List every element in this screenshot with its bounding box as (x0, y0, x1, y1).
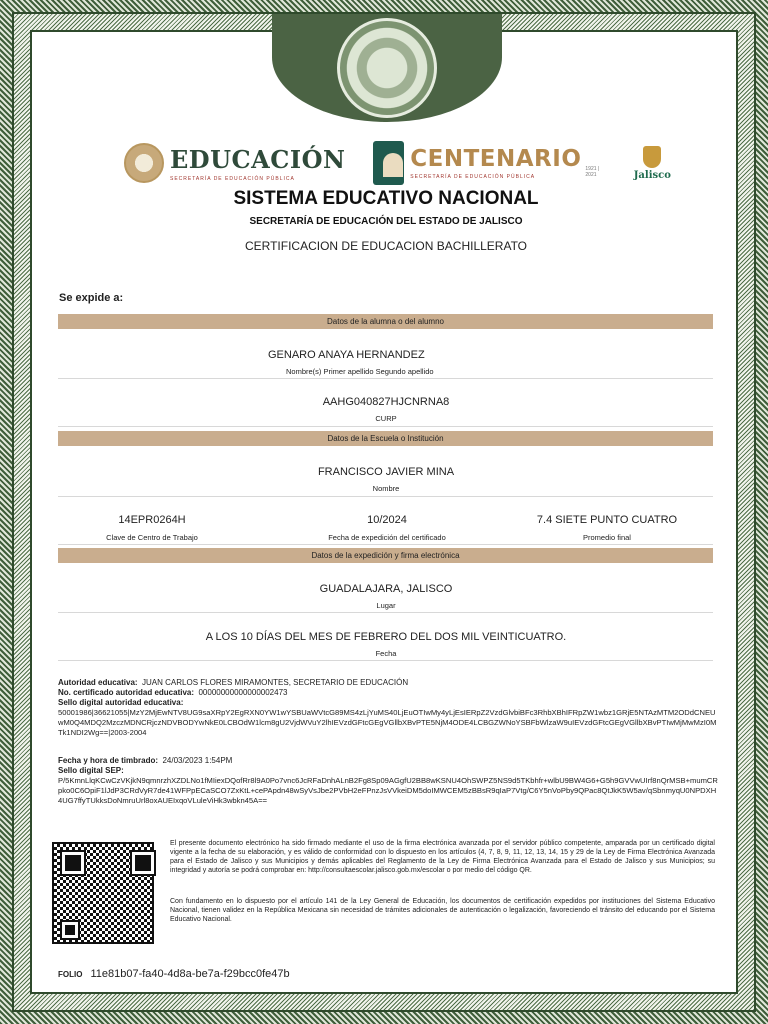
educacion-logo (124, 143, 345, 183)
folio-label: FOLIO (58, 970, 83, 979)
divider (58, 496, 713, 497)
authority-value: JUAN CARLOS FLORES MIRAMONTES, SECRETARIO DE EDUCACIÓN (142, 678, 409, 687)
sep-date-row (58, 756, 718, 766)
issue-date-suffix: DEL DOS MIL VEINTICUATRO. (407, 631, 567, 643)
issue-date-middle: DÍAS DEL MES DE (252, 631, 354, 643)
section-bar-escuela: Datos de la Escuela o Institución (58, 431, 713, 446)
issue-place: GUADALAJARA, JALISCO (319, 583, 453, 595)
authority-row (58, 678, 718, 688)
divider (58, 660, 713, 661)
document-title: SISTEMA EDUCATIVO NACIONAL (233, 188, 539, 209)
document-subtitle: SECRETARÍA DE EDUCACIÓN DEL ESTADO DE JALISCO (249, 216, 523, 227)
student-name-label: Nombre(s) Primer apellido Segundo apellido (286, 367, 434, 376)
certificate-date-label: Fecha de expedición del certificado (328, 533, 446, 542)
qr-code-icon[interactable] (52, 842, 154, 944)
document-type: CERTIFICACION DE EDUCACION BACHILLERATO (244, 239, 528, 253)
certificate-date: 10/2024 (367, 514, 407, 526)
sep-seal-value: P/5KmnLlqKCwCzVKjkN9qmnrzhXZDLNo1fMIiexDQofRr8l9A0Po7vnc6JcRFaDnhALnB2Fg8Sp09AGgfU2BB8wKSNU4OhSWPZ5NS9d5TKbhfr+wlbU9BW4G6+G5h9GVVwUIrf8nQrMSB+mumCRpko0C6OpiF1lJdP3CRdVyR7de41WFPpECaSCO7ZxKtL+cePApdn48wSyVsJbe2PVbH2eFPnzJsVVkeiDM5doIMWCEM5zBBsR9qIaP7Vtg/C6Y5nVoPby9QPac8QtJkK5W5av/qSbnmyqU0NPDXH4UG7ffyTUkksDoNmruUrl8oxAUEIxqoVLuleViHk3wbkn45A== (58, 776, 718, 805)
issue-date-month: FEBRERO (353, 631, 408, 643)
issue-date-day: 10 (240, 631, 253, 643)
school-clave-label: Clave de Centro de Trabajo (106, 533, 198, 542)
centenario-subtitle: SECRETARÍA DE EDUCACIÓN PÚBLICA (410, 174, 536, 180)
issue-date-text (32, 631, 740, 643)
sep-date-label: Fecha y hora de timbrado: (58, 756, 159, 765)
qr-finder-pattern (62, 922, 78, 938)
educacion-wordmark: EDUCACIÓN (170, 144, 346, 174)
divider (58, 544, 713, 545)
legal-paragraph-1: El presente documento electrónico ha sido firmado mediante el uso de la firma electrónica avanzada por el servidor público competente, amparada por un certificado digital vigente a la fecha de su elaboración, y es válido de conformidad con lo dispuesto en los artículos (4, 7, 8, 9, 11, 12, 13, 14, 15 y 29 de la Ley de Firma Electrónica Avanzada para el Estado de Jalisco y sus Municipios y demás aplicables del Reglamento de la Ley de Firma Electrónica Avanzada para el Estado de Jalisco y sus Municipios; su integridad y autoría se podrá comprobar en: http://consultaescolar.jalisco.gob.mx/escolar o por medio del código QR. (170, 840, 715, 874)
authority-seal-label (58, 698, 718, 708)
divider (58, 612, 713, 613)
student-name: GENARO ANAYA HERNANDEZ (268, 349, 425, 361)
folio-value: 11e81b07-fa40-4d8a-be7a-f29bcc0fe47b (90, 968, 290, 980)
centenario-wordmark: CENTENARIO (410, 146, 582, 172)
mexico-seal-icon (272, 14, 502, 122)
educacion-seal-icon (124, 143, 164, 183)
certificate-page (30, 30, 738, 994)
section-bar-expedicion: Datos de la expedición y firma electrónica (58, 548, 713, 563)
student-curp: AAHG040827HJCNRNA8 (322, 396, 450, 408)
expide-label: Se expide a: (59, 292, 124, 304)
school-name: FRANCISCO JAVIER MINA (317, 466, 455, 478)
sep-seal-label-text: Sello digital SEP: (58, 766, 124, 775)
issue-date-label: Fecha (375, 649, 397, 658)
authority-label: Autoridad educativa: (58, 678, 138, 687)
authority-cert-label: No. certificado autoridad educativa: (58, 688, 195, 697)
legal-paragraph-2: Con fundamento en lo dispuesto por el artículo 141 de la Ley General de Educación, los documentos de certificación expedidos por instituciones del Sistema Educativo Nacional, tienen validez en la República Mexicana sin necesidad de trámites adicionales de autenticación o legalización, favoreciendo el tránsito del educando por el Sistema Educativo Nacional. (170, 898, 715, 923)
jalisco-logo (634, 146, 671, 181)
educacion-subtitle: SECRETARÍA DE EDUCACIÓN PÚBLICA (170, 175, 295, 182)
centenario-years: 1921 | 2021 (585, 166, 600, 178)
issue-date-prefix: A LOS (205, 631, 241, 643)
final-average: 7.4 SIETE PUNTO CUATRO (536, 514, 678, 526)
authority-cert-row (58, 688, 718, 698)
divider (58, 426, 713, 427)
jalisco-crest-icon (643, 146, 661, 168)
final-average-label: Promedio final (583, 533, 631, 542)
issue-place-label: Lugar (376, 601, 396, 610)
centenario-logo (373, 141, 605, 185)
authority-seal-value: 50001986|36621055|MzY2MjEwNTV8UG9saXRpY2EgRXN0YW1wYSBUaWVtcG89MS4zLjYuMS40LjEuOTIwMy4yLjEsIERpZ2VzdGlvbiBFc3RhbXBhIFRpZW1wbz1GRjE5NTAzMTM2ODdCNEUwM0Q4MDQ2MzczMDNCRjczNDVBODYwNkE0LCBOdW1lcm8gU2VjdWVuY2lhIEVzdGFtcGEgVGllbXBvPTE5NjM4ODE4LCBGZWNoYSBFbWlzaW9uIEVzdGFtcGEgVGllbXBvPTIwMjMwMzI0MTk1NDI2Wg==|2003-2004 (58, 708, 717, 737)
folio-row (58, 968, 290, 980)
school-name-label: Nombre (372, 484, 400, 493)
authority-seal-label-text: Sello digital autoridad educativa: (58, 698, 184, 707)
authority-cert-value: 00000000000000002473 (198, 688, 288, 697)
sep-seal-label (58, 766, 718, 776)
student-curp-label: CURP (375, 414, 397, 423)
authority-block (58, 678, 718, 738)
sep-date-value: 24/03/2023 1:54PM (162, 756, 233, 765)
sep-block (58, 756, 718, 806)
section-bar-alumno: Datos de la alumna o del alumno (58, 314, 713, 329)
centenario-building-icon (373, 141, 404, 185)
school-clave: 14EPR0264H (118, 514, 186, 526)
mexico-seal-emblem (337, 18, 437, 118)
divider (58, 378, 713, 379)
jalisco-wordmark: Jalisco (633, 169, 671, 181)
